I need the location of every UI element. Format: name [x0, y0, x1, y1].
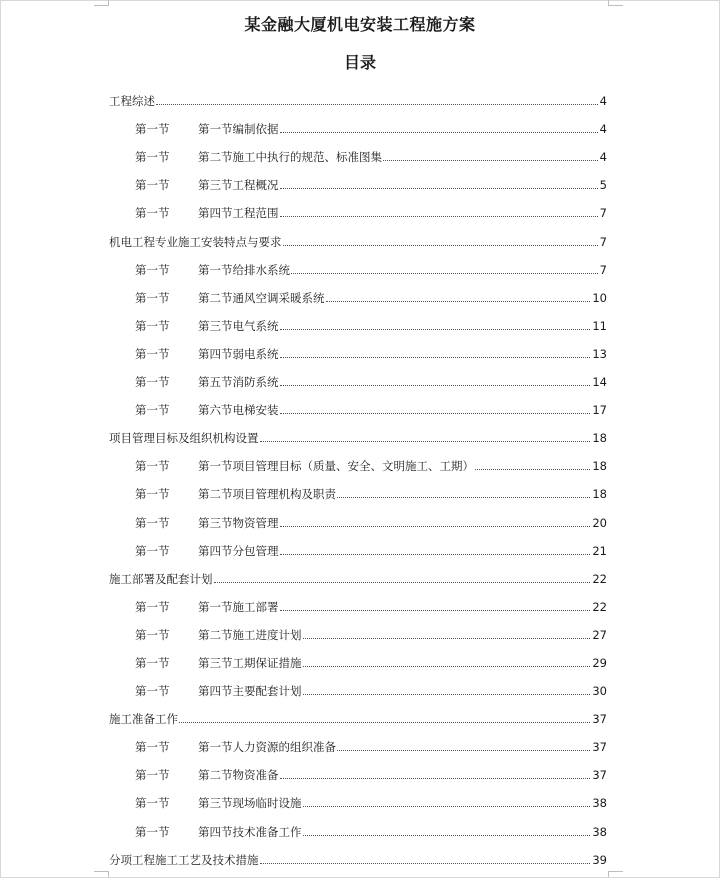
toc-dot-leader: [179, 722, 590, 723]
toc-entry[interactable]: [109, 451, 607, 479]
toc-entry-section-number: 第一节: [135, 290, 170, 305]
toc-entry-section-number: 第一节: [135, 768, 170, 783]
toc-entry-page-number: 7: [599, 234, 607, 249]
toc-entry-label: 第四节主要配套计划: [198, 684, 302, 699]
toc-entry-label: 第一节给排水系统: [198, 262, 290, 277]
toc-entry-section-number: 第一节: [135, 684, 170, 699]
toc-entry[interactable]: [109, 114, 607, 142]
toc-entry-section-number: 第一节: [135, 487, 170, 502]
toc-dot-leader: [303, 638, 591, 639]
toc-entry-page-number: 22: [592, 571, 607, 586]
toc-entry-section-number: 第一节: [135, 403, 170, 418]
toc-dot-leader: [260, 441, 591, 442]
toc-dot-leader: [280, 526, 591, 527]
toc-entry-section-number: 第一节: [135, 346, 170, 361]
toc-dot-leader: [280, 385, 591, 386]
toc-entry-page-number: 22: [592, 599, 607, 614]
toc-entry-section-number: 第一节: [135, 178, 170, 193]
toc-entry-label: 第四节工程范围: [198, 206, 279, 221]
document-title: 某金融大厦机电安装工程施方案: [244, 15, 476, 34]
toc-entry-label: 施工准备工作: [109, 712, 178, 727]
toc-dot-leader: [326, 301, 591, 302]
toc-entry[interactable]: [109, 311, 607, 339]
toc-entry[interactable]: [109, 620, 607, 648]
toc-entry-section-number: 第一节: [135, 740, 170, 755]
toc-entry[interactable]: [109, 536, 607, 564]
toc-entry[interactable]: [109, 283, 607, 311]
toc-entry-page-number: 30: [592, 684, 607, 699]
toc-entry-label: 第二节通风空调采暖系统: [198, 290, 325, 305]
toc-entry-label: 第三节现场临时设施: [198, 796, 302, 811]
toc-entry-page-number: 10: [592, 290, 607, 305]
toc-dot-leader: [280, 357, 591, 358]
toc-entry-label: 第四节弱电系统: [198, 346, 279, 361]
toc-entry-page-number: 37: [592, 740, 607, 755]
toc-dot-leader: [303, 694, 591, 695]
toc-entry-page-number: 4: [599, 94, 607, 109]
toc-entry[interactable]: [109, 816, 607, 844]
table-of-contents: [109, 86, 607, 873]
toc-dot-leader: [280, 778, 591, 779]
toc-entry[interactable]: [109, 676, 607, 704]
toc-dot-leader: [280, 329, 591, 330]
toc-entry-label: 第三节工期保证措施: [198, 655, 302, 670]
toc-entry-page-number: 38: [592, 824, 607, 839]
toc-dot-leader: [283, 245, 598, 246]
toc-entry[interactable]: [109, 760, 607, 788]
toc-entry-page-number: 21: [592, 543, 607, 558]
margin-corner-mark: [608, 871, 623, 877]
toc-entry[interactable]: [109, 423, 607, 451]
toc-entry[interactable]: [109, 507, 607, 535]
toc-entry-section-number: 第一节: [135, 824, 170, 839]
toc-entry[interactable]: [109, 479, 607, 507]
toc-entry-label: 工程综述: [109, 94, 155, 109]
toc-entry-label: 第二节施工进度计划: [198, 627, 302, 642]
toc-entry-label: 第二节项目管理机构及职责: [198, 487, 336, 502]
toc-entry-page-number: 4: [599, 122, 607, 137]
toc-entry-section-number: 第一节: [135, 262, 170, 277]
toc-dot-leader: [280, 554, 591, 555]
toc-entry-page-number: 18: [592, 459, 607, 474]
toc-entry[interactable]: [109, 845, 607, 873]
toc-entry[interactable]: [109, 226, 607, 254]
toc-entry-section-number: 第一节: [135, 122, 170, 137]
toc-dot-leader: [475, 469, 590, 470]
toc-entry[interactable]: [109, 170, 607, 198]
toc-entry[interactable]: [109, 86, 607, 114]
toc-dot-leader: [337, 497, 590, 498]
toc-entry-label: 第四节技术准备工作: [198, 824, 302, 839]
toc-entry-section-number: 第一节: [135, 459, 170, 474]
toc-entry-label: 第六节电梯安装: [198, 403, 279, 418]
toc-entry-section-number: 第一节: [135, 543, 170, 558]
toc-entry[interactable]: [109, 198, 607, 226]
toc-entry-label: 第三节电气系统: [198, 318, 279, 333]
toc-entry-section-number: 第一节: [135, 599, 170, 614]
toc-entry-section-number: 第一节: [135, 375, 170, 390]
toc-entry-page-number: 18: [592, 487, 607, 502]
toc-entry-label: 第二节物资准备: [198, 768, 279, 783]
toc-entry-page-number: 7: [599, 262, 607, 277]
toc-entry-label: 第三节工程概况: [198, 178, 279, 193]
toc-entry-page-number: 14: [592, 375, 607, 390]
toc-entry-page-number: 5: [599, 178, 607, 193]
toc-dot-leader: [280, 188, 598, 189]
toc-entry[interactable]: [109, 788, 607, 816]
toc-entry-section-number: 第一节: [135, 515, 170, 530]
toc-entry-page-number: 27: [592, 627, 607, 642]
toc-entry-label: 项目管理目标及组织机构设置: [109, 431, 259, 446]
toc-entry-label: 施工部署及配套计划: [109, 571, 213, 586]
toc-dot-leader: [303, 835, 591, 836]
toc-dot-leader: [291, 273, 598, 274]
toc-heading: 目录: [343, 53, 376, 72]
toc-entry[interactable]: [109, 339, 607, 367]
toc-entry[interactable]: [109, 367, 607, 395]
toc-entry[interactable]: [109, 704, 607, 732]
toc-dot-leader: [280, 610, 591, 611]
toc-entry-label: 机电工程专业施工安装特点与要求: [109, 234, 282, 249]
toc-dot-leader: [303, 806, 591, 807]
margin-corner-mark: [94, 0, 109, 6]
toc-entry-label: 第二节施工中执行的规范、标准图集: [198, 150, 382, 165]
toc-dot-leader: [383, 160, 598, 161]
toc-entry-page-number: 29: [592, 655, 607, 670]
toc-entry[interactable]: [109, 395, 607, 423]
toc-entry-page-number: 37: [592, 712, 607, 727]
toc-entry[interactable]: [109, 564, 607, 592]
toc-entry-page-number: 38: [592, 796, 607, 811]
toc-entry[interactable]: [109, 648, 607, 676]
toc-entry-page-number: 20: [592, 515, 607, 530]
toc-entry-page-number: 4: [599, 150, 607, 165]
toc-entry-page-number: 17: [592, 403, 607, 418]
toc-entry-label: 第四节分包管理: [198, 543, 279, 558]
toc-dot-leader: [303, 666, 591, 667]
toc-dot-leader: [280, 413, 591, 414]
toc-entry-label: 第一节项目管理目标（质量、安全、文明施工、工期）: [198, 459, 474, 474]
toc-dot-leader: [214, 582, 591, 583]
toc-entry-section-number: 第一节: [135, 318, 170, 333]
toc-entry-label: 第一节编制依据: [198, 122, 279, 137]
toc-entry-page-number: 18: [592, 431, 607, 446]
toc-entry[interactable]: [109, 592, 607, 620]
toc-entry-page-number: 37: [592, 768, 607, 783]
toc-entry-label: 第一节施工部署: [198, 599, 279, 614]
toc-entry-label: 分项工程施工工艺及技术措施: [109, 852, 259, 867]
toc-entry-page-number: 7: [599, 206, 607, 221]
toc-dot-leader: [337, 750, 590, 751]
toc-entry-label: 第一节人力资源的组织准备: [198, 740, 336, 755]
toc-entry[interactable]: [109, 255, 607, 283]
toc-entry[interactable]: [109, 732, 607, 760]
toc-dot-leader: [280, 132, 598, 133]
toc-dot-leader: [280, 216, 598, 217]
toc-entry-label: 第三节物资管理: [198, 515, 279, 530]
toc-entry-label: 第五节消防系统: [198, 375, 279, 390]
toc-dot-leader: [156, 104, 598, 105]
margin-corner-mark: [94, 871, 109, 877]
toc-entry-section-number: 第一节: [135, 206, 170, 221]
toc-entry-section-number: 第一节: [135, 627, 170, 642]
toc-entry[interactable]: [109, 142, 607, 170]
margin-corner-mark: [608, 0, 623, 6]
toc-entry-section-number: 第一节: [135, 796, 170, 811]
toc-entry-section-number: 第一节: [135, 150, 170, 165]
toc-entry-section-number: 第一节: [135, 655, 170, 670]
toc-dot-leader: [260, 863, 591, 864]
toc-entry-page-number: 13: [592, 346, 607, 361]
toc-entry-page-number: 11: [592, 318, 607, 333]
toc-entry-page-number: 39: [592, 852, 607, 867]
